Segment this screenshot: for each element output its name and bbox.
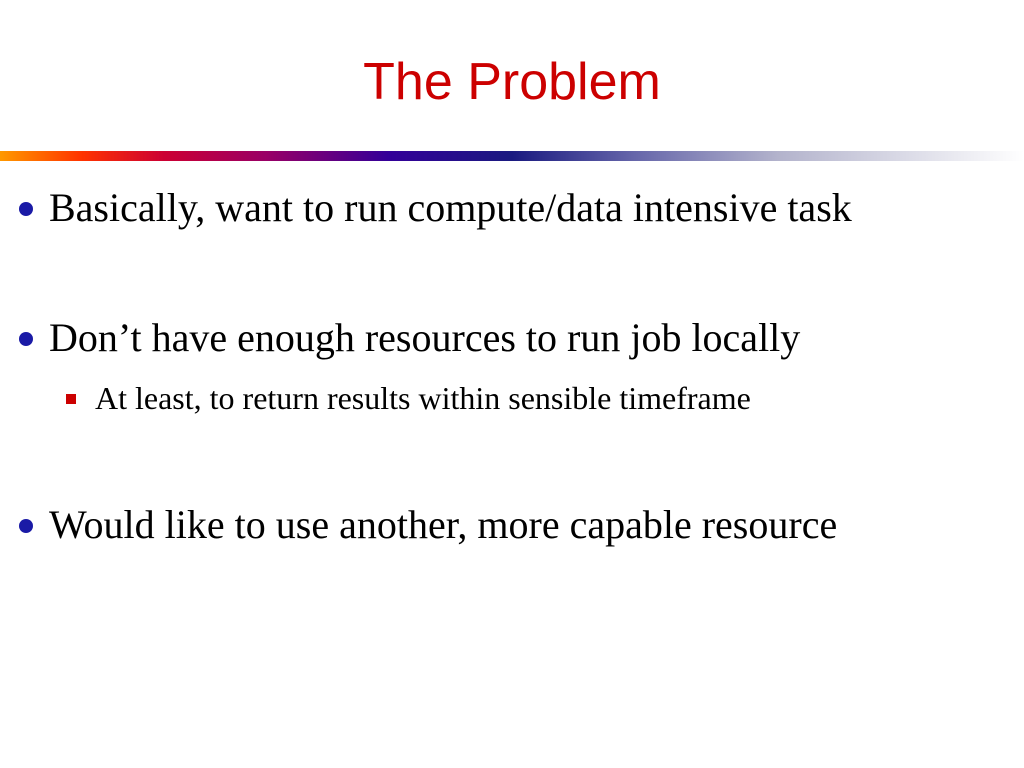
- bullet-text: Basically, want to run compute/data intensive task: [49, 185, 852, 230]
- bullet-text: Would like to use another, more capable resource: [49, 502, 838, 547]
- title-gradient-rule: [0, 151, 1024, 161]
- bullet-square-icon: [66, 394, 76, 404]
- slide-title: The Problem: [363, 53, 661, 111]
- bullet-text: Don’t have enough resources to run job locally: [49, 315, 801, 360]
- bullet-dot-icon: [19, 519, 33, 533]
- sub-bullet-text: At least, to return results within sensible timeframe: [95, 380, 751, 416]
- bullet-dot-icon: [19, 202, 33, 216]
- bullet-dot-icon: [19, 332, 33, 346]
